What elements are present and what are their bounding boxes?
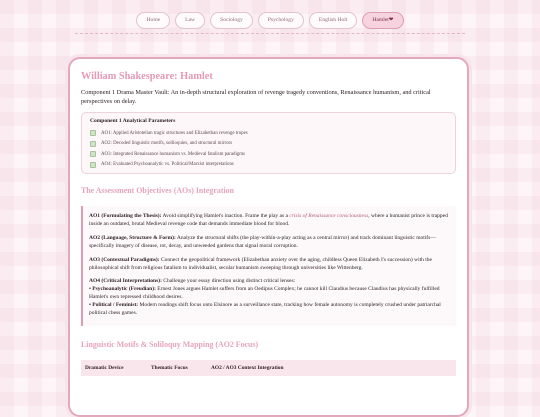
checkbox-icon[interactable]: [90, 162, 96, 168]
nav-divider: [75, 33, 465, 34]
ao3-paragraph: [89, 257, 448, 273]
ao2-paragraph: [89, 235, 448, 251]
checkbox-icon[interactable]: [90, 141, 96, 147]
ao1-text-b: , where a humanist prince is trapped inside an outdated, brutal Medieval revenge code that demands immediate blood for blood.: [89, 213, 448, 227]
ao4-bullet2-text: Modern readings shift focus onto Elsinore as a surveillance state, tracking how female autonomy is completely crushed under patriarchal political chess games.: [89, 302, 441, 317]
parameter-item-ao4: [90, 160, 447, 171]
ao1-paragraph: [89, 213, 448, 229]
parameter-label: AO1: Applied Aristotelian tragic structures and Elizabethan revenge tropes: [101, 130, 248, 136]
parameter-label: AO3: Integrated Renaissance humanism vs. Medieval fatalism paradigms: [101, 151, 245, 157]
ao1-emphasis: crisis of Renaissance consciousness: [289, 213, 369, 219]
nav-pill-sociology[interactable]: Sociology: [210, 12, 253, 29]
ao4-bullet2-label: • Political / Feminist:: [89, 302, 139, 309]
parameter-item-ao3: [90, 149, 447, 160]
ao2-label: AO2 (Language, Structure & Form):: [89, 234, 176, 241]
ao3-text: Connect the geopolitical framework (Elizabethan anxiety over the aging, childless Queen Elizabeth I's succession) with the philosophical shift from religious fatalism to individualist, secular humanism sweeping through universities like Wittenberg.: [89, 256, 432, 271]
nav-pill-law[interactable]: Law: [175, 12, 205, 29]
ao4-text: Challenge your essay direction using distinct critical lenses:: [161, 278, 296, 285]
nav-pill-hamlet[interactable]: Hamlet❤: [362, 12, 403, 29]
table-header-row: [81, 360, 456, 376]
ao2-text: Analyze the structural shifts (the play-within-a-play acting as a central mirror) and track dominant linguistic motifs—specifically imagery of disease, rot, decay, and unweeded gardens that signal moral corruption.: [89, 234, 436, 249]
ao4-bullet1-label: • Psychoanalytic (Freudian):: [89, 286, 156, 293]
ao-integration-block: [81, 206, 456, 326]
page-intro: Component 1 Drama Master Vault: An in-depth structural exploration of revenge tragedy conventions, Renaissance humanism, and critical perspectives on delay.: [81, 89, 431, 105]
checkbox-icon[interactable]: [90, 151, 96, 157]
ao4-paragraph: [89, 278, 448, 318]
motifs-section-heading: Linguistic Motifs & Soliloquy Mapping (AO2 Focus): [81, 339, 259, 349]
ao1-text-a: Avoid simplifying Hamlet's inaction. Frame the play as a: [161, 213, 290, 219]
parameter-item-ao2: [90, 139, 447, 150]
ao3-label: AO3 (Contextual Paradigms):: [89, 256, 160, 263]
nav-pill-psychology[interactable]: Psychology: [258, 12, 304, 29]
page-title: William Shakespeare: Hamlet: [81, 71, 213, 82]
ao4-label: AO4 (Critical Interpretations):: [89, 278, 162, 285]
column-header-focus: Thematic Focus: [147, 360, 207, 376]
ao1-label: AO1 (Formulating the Thesis):: [89, 213, 162, 219]
ao-section-heading: The Assessment Objectives (AOs) Integration: [81, 186, 234, 195]
top-nav: [0, 12, 540, 29]
column-header-context: AO2 / AO3 Context Integration: [207, 360, 456, 376]
column-header-device: Dramatic Device: [81, 360, 147, 376]
nav-pill-home[interactable]: Home: [136, 12, 170, 29]
parameter-label: AO2: Decoded linguistic motifs, soliloquies, and structural mirrors: [101, 141, 233, 147]
ao4-bullet1-text: Ernest Jones argues Hamlet suffers from an Oedipus Complex; he cannot kill Claudius because Claudius has physically fulfilled Hamlet's own repressed childhood desires.: [89, 286, 440, 301]
checkbox-icon[interactable]: [90, 130, 96, 136]
parameter-label: AO4: Evaluated Psychoanalytic vs. Political/Marxist interpretations: [101, 162, 234, 168]
parameters-title: Component 1 Analytical Parameters: [90, 118, 176, 124]
content-card: [68, 57, 469, 417]
nav-pill-english-holt[interactable]: English Holt: [309, 12, 357, 29]
parameters-box: [81, 112, 456, 174]
parameter-item-ao1: [90, 128, 447, 139]
motifs-table: [81, 360, 456, 376]
